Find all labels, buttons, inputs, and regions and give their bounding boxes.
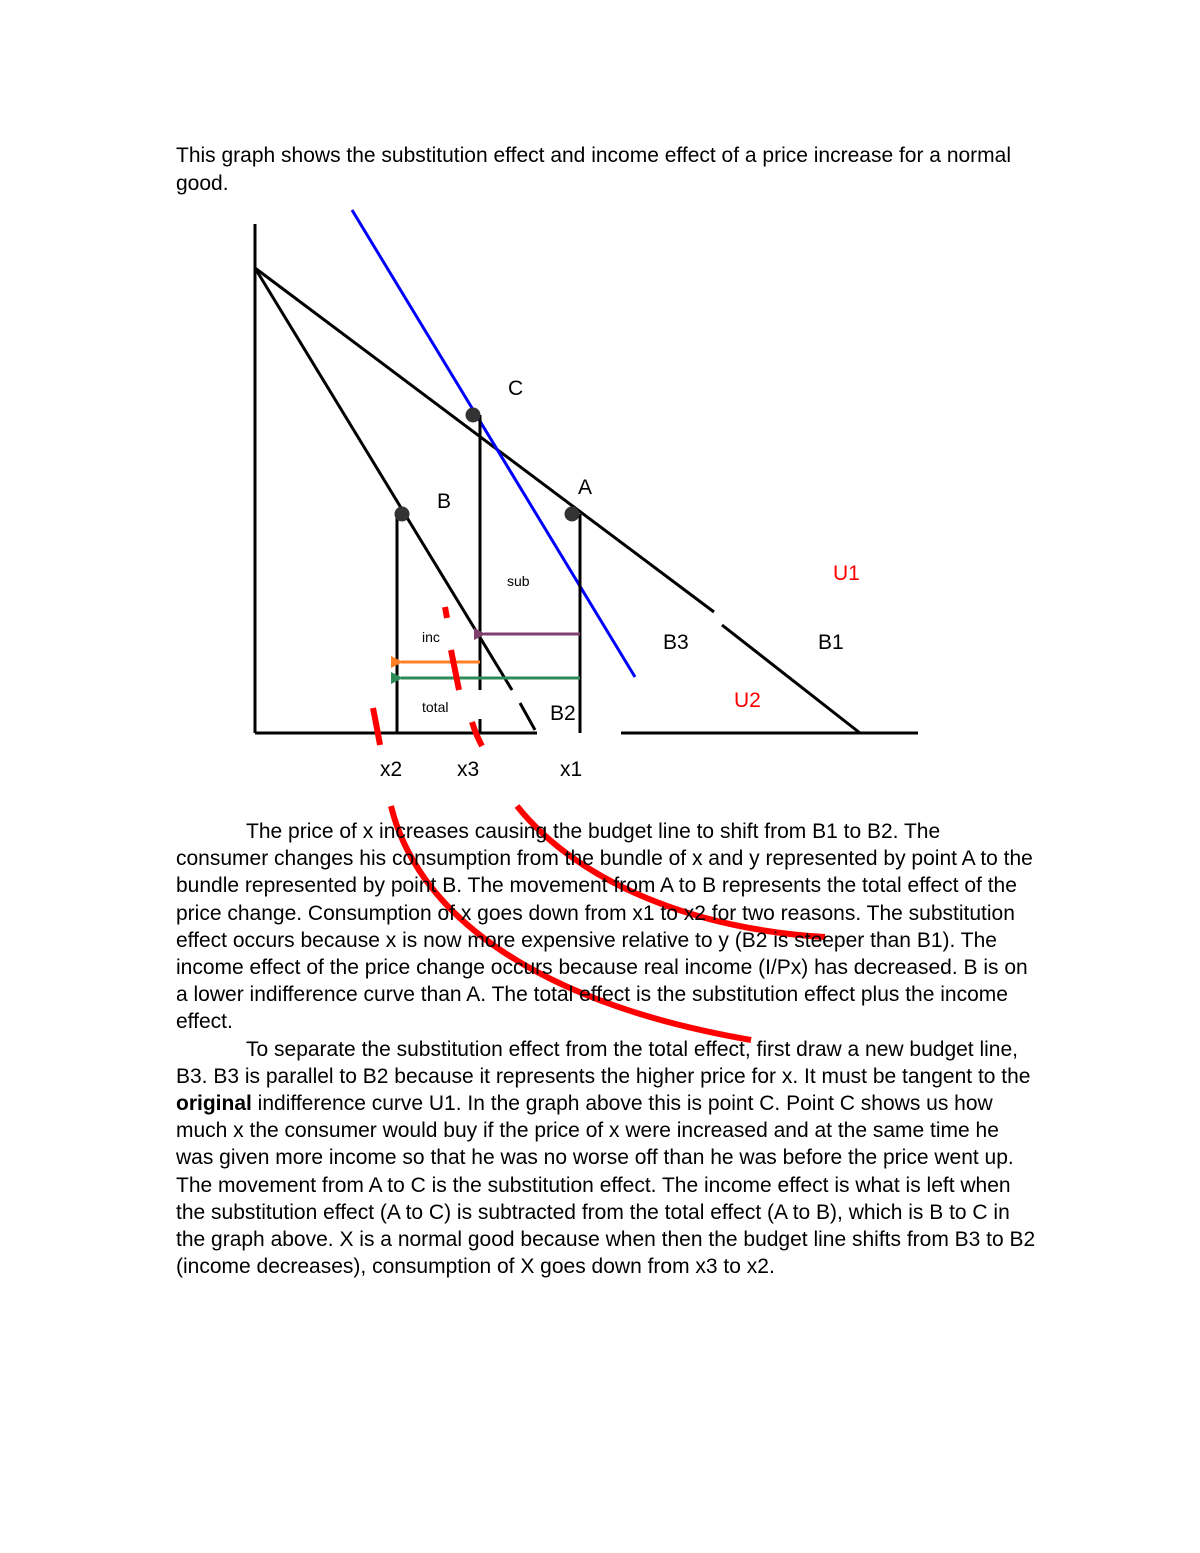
point-c-marker — [466, 408, 481, 423]
paragraph-total-effect: The price of x increases causing the budget line to shift from B1 to B2. The consumer changes his consumption from the bundle of x and y represented by point A to the bundle represented by point B. The movement from A to B represents the total effect of the price change. Consumption of x goes down from x1 to x2 for two reasons. The substitution effect occurs because x is now more expensive relative to y (B2 is steeper than B1). The income effect of the price change occurs because real income (I/Px) has decreased. B is on a lower indifference curve than A. The total effect is the substitution effect plus the income effect. — [176, 820, 1033, 1034]
intro-text: This graph shows the substitution effect and income effect of a price increase for a normal good. — [176, 144, 1012, 195]
explanation-text — [176, 818, 1036, 1280]
budget-line-b3 — [352, 210, 635, 677]
budget-line-b2 — [255, 268, 512, 690]
label-x2: x2 — [380, 758, 403, 781]
label-x3: x3 — [457, 758, 480, 781]
indifference-curve-u2-mark — [373, 708, 380, 745]
paragraph-2-part-a: To separate the substitution effect from the total effect, first draw a new budget line, B3. B3 is parallel to B2 because it represents the higher price for x. It must be tangent to the — [176, 1037, 1031, 1088]
indifference-curve-mid-dash-2 — [451, 650, 459, 690]
label-u2: U2 — [734, 689, 761, 712]
point-a-marker — [565, 507, 580, 522]
label-a: A — [578, 476, 593, 499]
label-b: B — [437, 490, 452, 513]
label-x1: x1 — [560, 758, 583, 781]
label-b3: B3 — [663, 631, 689, 654]
label-u1: U1 — [833, 562, 860, 585]
point-b-marker — [395, 507, 410, 522]
paragraph-2-bold-word: original — [176, 1092, 252, 1116]
label-total: total — [422, 699, 449, 715]
label-sub: sub — [507, 573, 530, 589]
label-b2: B2 — [550, 702, 576, 725]
budget-line-b2-tail — [520, 703, 535, 730]
label-c: C — [508, 377, 524, 400]
label-b1: B1 — [818, 631, 844, 654]
paragraph-2-part-b: indifference curve U1. In the graph above this is point C. Point C shows us how much x the consumer would buy if the price of x were increased and at the same time he was given more income so that he was no worse off than he was before the price went up. The movement from A to C is the substitution effect. The income effect is what is left when the substitution effect (A to C) is subtracted from the total effect (A to B), which is B to C in the graph above. X is a normal good because when then the budget line shifts from B3 to B2 (income decreases), consumption of X goes down from x3 to x2. — [176, 1092, 1036, 1279]
label-inc: inc — [422, 629, 440, 645]
indifference-curve-mid-dash — [445, 607, 447, 618]
paragraph-substitution-effect — [176, 1036, 1036, 1281]
budget-line-b1 — [255, 268, 714, 612]
